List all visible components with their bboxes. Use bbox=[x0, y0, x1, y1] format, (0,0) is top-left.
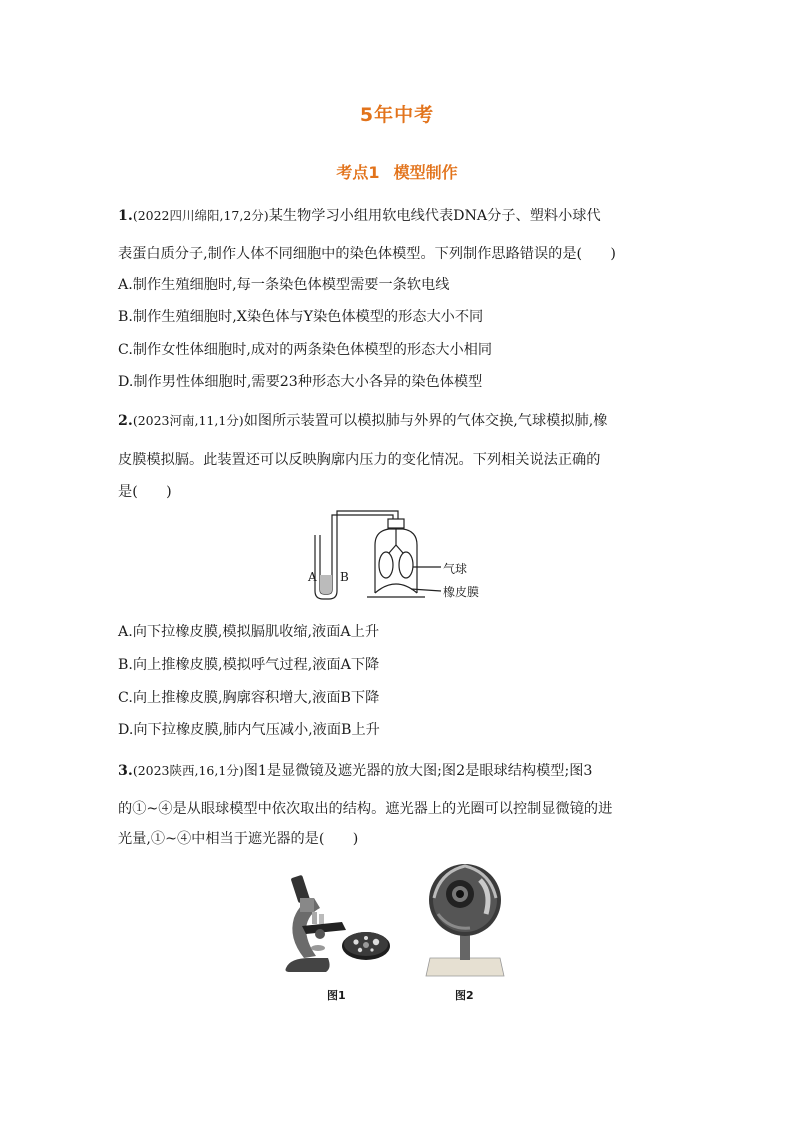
q2-stem-text1: 如图所示装置可以模拟肺与外界的气体交换,气球模拟肺,橡 bbox=[243, 413, 608, 429]
fig2-caption: 图2 bbox=[455, 989, 474, 1002]
balloon-right bbox=[399, 552, 413, 578]
q1-source: (2022四川绵阳,17,2分) bbox=[132, 208, 269, 223]
q1-option-b: B.制作生殖细胞时,X染色体与Y染色体模型的形态大小不同 bbox=[118, 309, 484, 325]
q2-source: (2023河南,11,1分) bbox=[132, 413, 244, 428]
eyeball-model-figure bbox=[420, 858, 510, 980]
page-title: 5年中考 bbox=[359, 104, 435, 126]
q1-number: 1. bbox=[118, 208, 133, 224]
q1-option-a: A.制作生殖细胞时,每一条染色体模型需要一条软电线 bbox=[118, 277, 450, 293]
q1-option-d: D.制作男性体细胞时,需要23种形态大小各异的染色体模型 bbox=[118, 374, 483, 390]
fig1-caption: 图1 bbox=[327, 989, 346, 1002]
q2-option-c: C.向上推橡皮膜,胸廓容积增大,液面B下降 bbox=[118, 690, 380, 706]
section-name: 模型制作 bbox=[393, 163, 458, 182]
q1-stem-text1: 某生物学习小组用软电线代表DNA分子、塑料小球代 bbox=[268, 208, 601, 224]
section-number: 考点1 bbox=[336, 163, 380, 182]
q1-stem-line1 bbox=[118, 206, 601, 226]
q3-stem-text1: 图1是显微镜及遮光器的放大图;图2是眼球结构模型;图3 bbox=[243, 763, 593, 779]
q1-option-c: C.制作女性体细胞时,成对的两条染色体模型的形态大小相同 bbox=[118, 342, 493, 358]
q2-option-d: D.向下拉橡皮膜,肺内气压减小,液面B上升 bbox=[118, 722, 380, 738]
q3-number: 3. bbox=[118, 763, 133, 779]
q3-source: (2023陕西,16,1分) bbox=[132, 763, 244, 778]
label-b: B bbox=[340, 570, 349, 584]
q2-option-b: B.向上推橡皮膜,模拟呼气过程,液面A下降 bbox=[118, 657, 380, 673]
q2-stem-line2: 皮膜模拟膈。此装置还可以反映胸廓内压力的变化情况。下列相关说法正确的 bbox=[118, 452, 601, 468]
q3-stem-line3: 光量,①~④中相当于遮光器的是( ) bbox=[118, 831, 359, 847]
microscope-figure bbox=[280, 868, 400, 980]
q2-stem-line1 bbox=[118, 411, 607, 431]
q3-stem-line2: 的①~④是从眼球模型中依次取出的结构。遮光器上的光圈可以控制显微镜的进 bbox=[118, 801, 613, 817]
q1-stem-line2: 表蛋白质分子,制作人体不同细胞中的染色体模型。下列制作思路错误的是( ) bbox=[118, 246, 616, 262]
label-membrane: 橡皮膜 bbox=[443, 585, 480, 599]
label-a: A bbox=[308, 570, 317, 584]
section-heading bbox=[0, 160, 794, 183]
q3-stem-line1 bbox=[118, 761, 592, 781]
balloon-left bbox=[379, 552, 393, 578]
q2-option-a: A.向下拉橡皮膜,模拟膈肌收缩,液面A上升 bbox=[118, 624, 380, 640]
q2-number: 2. bbox=[118, 413, 133, 429]
label-balloon: 气球 bbox=[443, 562, 468, 576]
q2-stem-line3: 是( ) bbox=[118, 484, 172, 500]
rubber-membrane bbox=[375, 584, 417, 593]
